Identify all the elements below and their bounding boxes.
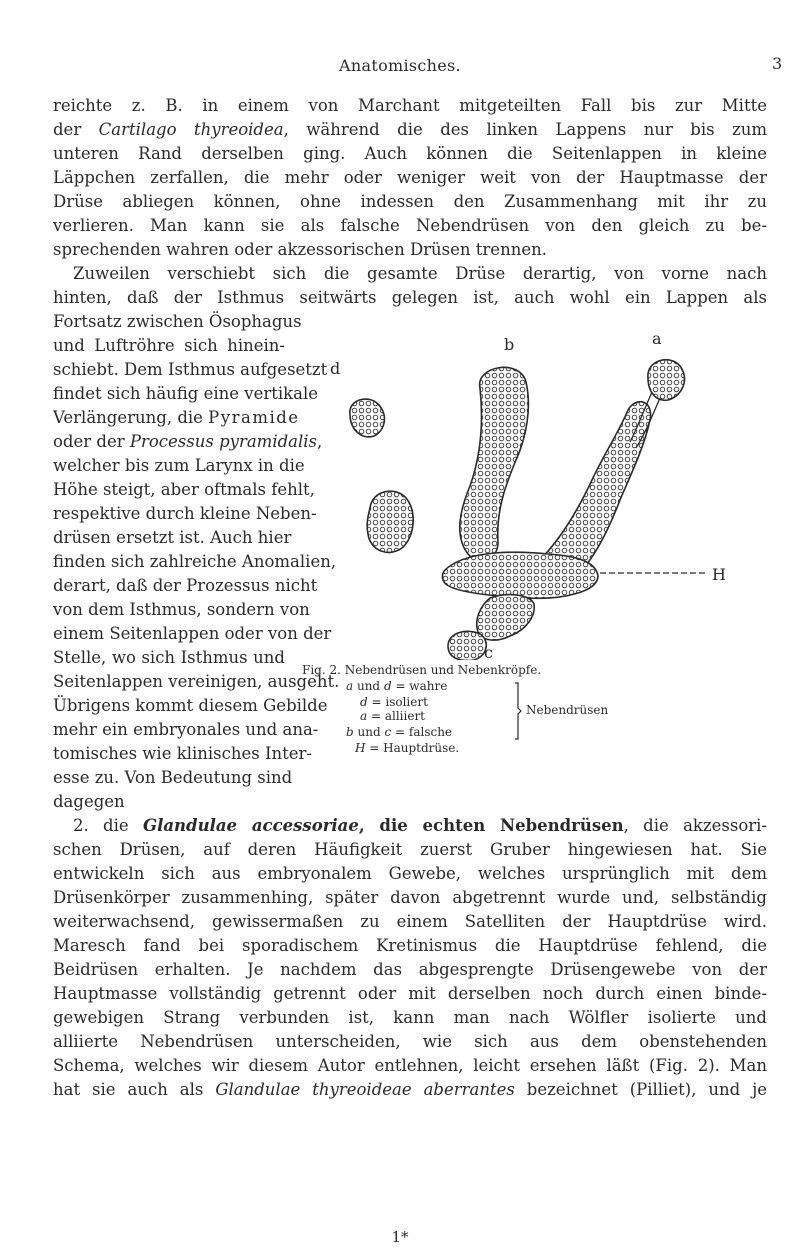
latin-term: Cartilago thyreoidea [98,120,284,139]
running-title: Anatomisches. [339,56,461,75]
caption-line: a = alliiert [360,709,426,723]
text-line: Stelle, wo sich Isthmus und [53,648,285,667]
text-line: Drüse abliegen können, ohne indessen den Zusammenhang mit ihr zu [53,192,767,211]
brace-label: Nebendrüsen [526,703,609,717]
text-line: welcher bis zum Larynx in die [53,456,305,475]
text-line: entwickeln sich aus embryonalem Gewebe, welches ursprünglich mit dem [53,864,767,883]
text-line: derart, daß der Prozessus nicht [53,576,318,595]
nodule-a [648,360,685,400]
left-mid-lobe [367,491,413,552]
figure-caption-title: Fig. 2. Nebendrüsen und Nebenkröpfe. [302,663,542,677]
label-b: b [504,335,515,354]
caption-line: d = isoliert [360,695,428,709]
text-line: unteren Rand derselben ging. Auch können die Seitenlappen in kleine [53,144,767,163]
text-line: Drüsenkörper zusammenhing, später davon abgetrennt wurde und, selbständig [53,888,767,907]
text-line: sprechenden wahren oder akzessorischen Drüsen trennen. [53,240,547,259]
label-c: c [484,643,493,660]
text-line: einem Seitenlappen oder von der [53,624,332,643]
text-line: 2. die Glandulae accessoriae, die echten Nebendrüsen, die akzessori- [73,816,767,835]
text-line: Zuweilen verschiebt sich die gesamte Drüse derartig, von vorne nach [73,264,767,283]
text-line: reichte z. B. in einem von Marchant mitgeteilten Fall bis zur Mitte [53,96,767,115]
text-line: findet sich häufig eine vertikale [53,384,319,403]
label-a: a [652,330,662,348]
text-line: von dem Isthmus, sondern von [53,600,310,619]
text-line: hat sie auch als Glandulae thyreoideae aberrantes bezeichnet (Pilliet), und je [53,1080,768,1099]
text-line: drüsen ersetzt ist. Auch hier [53,528,292,547]
text-line: Übrigens kommt diesem Gebilde [53,696,328,715]
text-line: Fortsatz zwischen Ösophagus [53,312,302,331]
text-line: finden sich zahlreiche Anomalien, [53,552,337,571]
caption-line: a und d = wahre [346,679,448,693]
right-lobe [538,402,651,579]
text-line: Höhe steigt, aber oftmals fehlt, [53,480,315,499]
text-line: und Luftröhre sich hinein- [53,336,285,355]
left-lobe-b [460,367,529,561]
text-line: Hauptmasse vollständig getrennt oder mit derselben noch durch einen binde- [53,984,767,1003]
main-gland-H [442,552,598,598]
label-H: H [712,565,726,584]
text-line: schen Drüsen, auf deren Häufigkeit zuerst Gruber hingewiesen hat. Sie [53,840,767,859]
text-line: Verlängerung, die Pyramide [53,408,300,427]
text-line: esse zu. Von Bedeutung sind [53,768,293,787]
text-line: hinten, daß der Isthmus seitwärts gelegen ist, auch wohl ein Lappen als [53,288,767,307]
text-line: Beidrüsen erhalten. Je nachdem das abgesprengte Drüsengewebe von der [53,960,767,979]
latin-term: Processus pyramidalis [129,432,318,451]
text-line: Schema, welches wir diesem Autor entlehnen, leicht ersehen läßt (Fig. 2). Man [53,1056,767,1075]
text-line: Seitenlappen vereinigen, ausgeht. [53,672,340,691]
text-line: verlieren. Man kann sie als falsche Nebendrüsen von den gleich zu be- [53,216,767,235]
text-line: der Cartilago thyreoidea, während die des linken Lappens nur bis zum [53,120,767,139]
text-line: Läppchen zerfallen, die mehr oder weniger weit von der Hauptmasse der [53,168,767,187]
isthmus [477,595,535,640]
text-line: oder der Processus pyramidalis, [53,432,323,451]
page-number: 3 [772,54,783,73]
text-line: weiterwachsend, gewissermaßen zu einem Satelliten der Hauptdrüse wird. [53,912,767,931]
caption-line: H = Hauptdrüse. [355,741,460,755]
text-line: Maresch fand bei sporadischem Kretinismus die Hauptdrüse fehlend, die [53,936,767,955]
nodule-c [448,631,486,660]
latin-term: Glandulae accessoriae [142,816,359,835]
text-line: alliierte Nebendrüsen unterscheiden, wie sich aus dem obenstehenden [53,1032,767,1051]
text-line: dagegen [53,792,125,811]
latin-term: Glandulae thyreoideae aberrantes [215,1080,515,1099]
caption-line: b und c = falsche [346,725,453,739]
text-line: schiebt. Dem Isthmus aufgesetzt [53,360,328,379]
text-line: tomisches wie klinisches Inter- [53,744,312,763]
thyroid-figure [330,330,785,660]
text-line: mehr ein embryonales und ana- [53,720,319,739]
text-line: respektive durch kleine Neben- [53,504,317,523]
sheet-signature: 1* [391,1228,409,1246]
text-line: gewebigen Strang verbunden ist, kann man nach Wölfler isolierte und [53,1008,767,1027]
caption-brace [514,682,522,740]
label-d: d [330,359,341,378]
nodule-d [350,399,385,437]
